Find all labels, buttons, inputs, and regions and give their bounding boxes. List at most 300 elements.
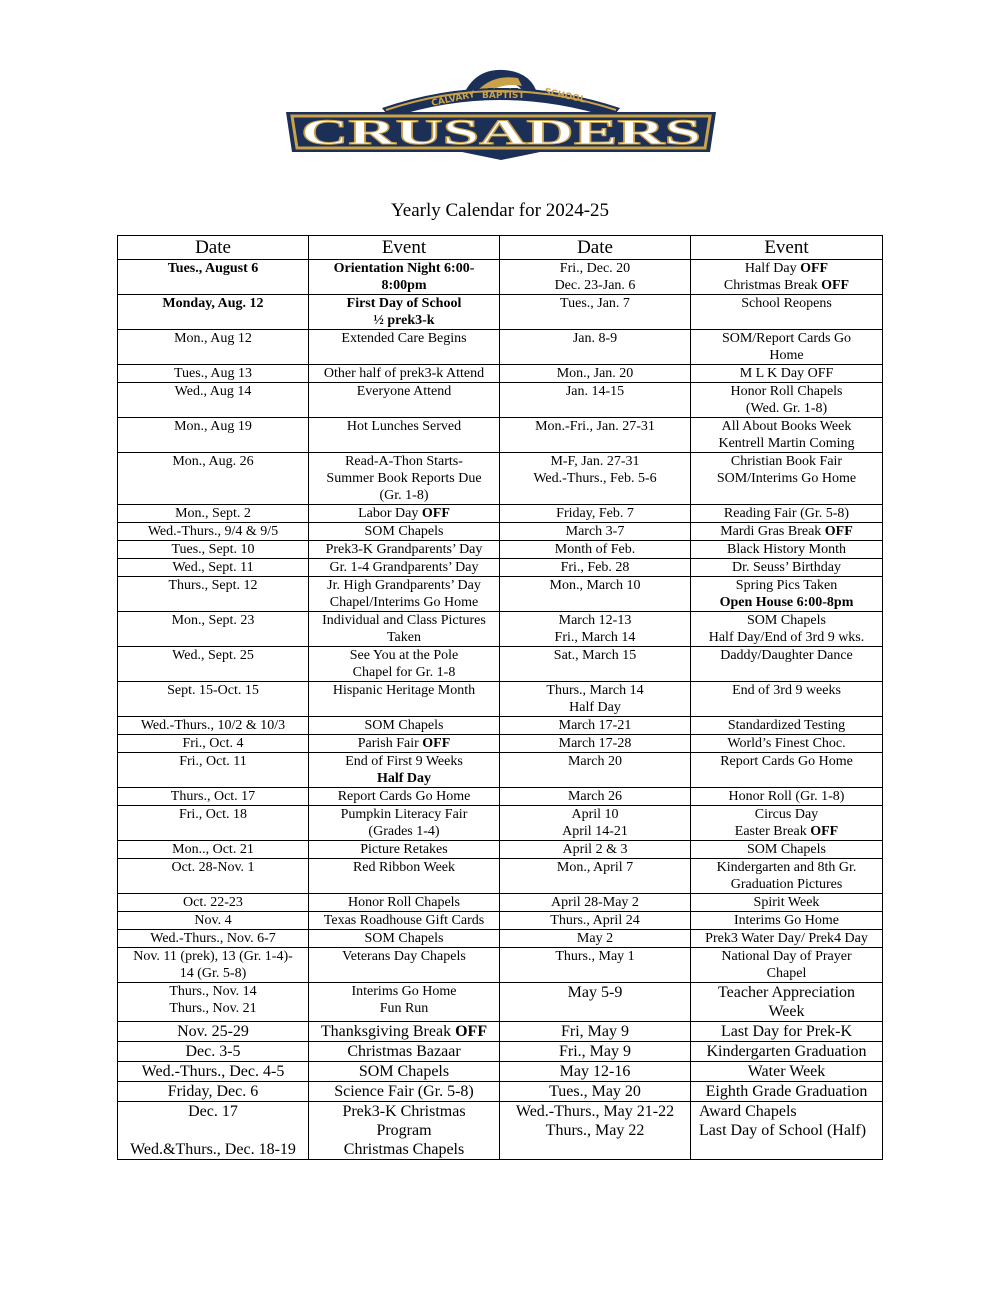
cell-line: 8:00pm <box>381 278 427 293</box>
cell-line: Mon., Sept. 23 <box>171 613 255 628</box>
table-row <box>118 365 883 383</box>
table-row <box>118 682 883 717</box>
cell-line: Tues., Jan. 7 <box>560 296 630 311</box>
event-cell <box>309 295 500 330</box>
cell-line: Jan. 14-15 <box>565 384 625 399</box>
cell-line: May 12-16 <box>559 1063 631 1080</box>
cell-line: March 12-13 <box>558 613 632 628</box>
cell-line: Fri., Dec. 20 <box>559 261 631 276</box>
table-row <box>118 717 883 735</box>
cell-line: Half Day OFF <box>744 261 829 276</box>
cell-line: May 5-9 <box>567 984 623 1001</box>
cell-line: Dec. 3-5 <box>185 1043 241 1060</box>
table-row <box>118 612 883 647</box>
cell-line: Nov. 11 (prek), 13 (Gr. 1-4)- <box>133 949 293 964</box>
date-cell <box>500 753 691 788</box>
cell-line: SOM Chapels <box>364 718 444 733</box>
event-cell <box>309 806 500 841</box>
cell-line: Science Fair (Gr. 5-8) <box>334 1083 474 1100</box>
cell-line: Dec. 23-Jan. 6 <box>554 278 636 293</box>
cell-line: Tues., Sept. 10 <box>171 542 255 557</box>
cell-line: SOM Chapels <box>358 1063 450 1080</box>
date-cell <box>118 260 309 295</box>
cell-line: April 10 <box>571 807 619 822</box>
date-cell <box>118 717 309 735</box>
cell-line: Wed., Aug 14 <box>174 384 252 399</box>
cell-line: Fri., Oct. 18 <box>178 807 248 822</box>
cell-line: Read-A-Thon Starts- <box>345 454 463 469</box>
cell-line: Christmas Bazaar <box>347 1043 461 1060</box>
cell-line: Thurs., May 1 <box>555 949 635 964</box>
cell-line: Thanksgiving Break OFF <box>320 1023 488 1040</box>
cell-line: Interims Go Home <box>734 913 839 928</box>
cell-line: Picture Retakes <box>360 842 448 857</box>
cell-line: (Grades 1-4) <box>368 824 440 839</box>
cell-line: Thurs., Nov. 21 <box>169 1001 257 1016</box>
table-row <box>118 260 883 295</box>
cell-line: Half Day <box>376 771 432 786</box>
date-cell <box>500 859 691 894</box>
cell-line: Week <box>768 1003 805 1020</box>
cell-line: Individual and Class Pictures <box>322 613 486 628</box>
date-cell <box>500 559 691 577</box>
cell-line: March 17-28 <box>558 736 632 751</box>
date-cell <box>118 983 309 1022</box>
table-row <box>118 418 883 453</box>
event-cell <box>309 930 500 948</box>
event-cell <box>309 894 500 912</box>
cell-line: Mardi Gras Break OFF <box>720 524 853 539</box>
date-cell <box>118 1102 309 1160</box>
column-header-event: Event <box>309 236 500 260</box>
cell-line: Kindergarten Graduation <box>706 1043 867 1060</box>
event-cell <box>691 894 883 912</box>
date-cell <box>118 1042 309 1062</box>
date-cell <box>500 1022 691 1042</box>
cell-line: April 14-21 <box>562 824 628 839</box>
date-cell <box>500 912 691 930</box>
cell-line: Parish Fair OFF <box>357 736 451 751</box>
cell-line: Oct. 28-Nov. 1 <box>171 860 255 875</box>
logo-word: CRUSADERS <box>301 112 701 152</box>
cell-line: Easter Break OFF <box>734 824 839 839</box>
date-cell <box>118 682 309 717</box>
cell-line: Award Chapels <box>699 1103 797 1120</box>
cell-line: Mon., March 10 <box>549 578 641 593</box>
event-cell <box>309 647 500 682</box>
cell-line: March 3-7 <box>565 524 625 539</box>
cell-line: Thurs., Nov. 14 <box>169 984 257 999</box>
event-cell <box>691 523 883 541</box>
table-row <box>118 753 883 788</box>
column-header-date: Date <box>118 236 309 260</box>
date-cell <box>118 383 309 418</box>
table-row <box>118 505 883 523</box>
date-cell <box>118 559 309 577</box>
event-cell <box>691 330 883 365</box>
date-cell <box>118 418 309 453</box>
cell-line: Fri., March 14 <box>554 630 636 645</box>
date-cell <box>500 948 691 983</box>
event-cell <box>691 841 883 859</box>
cell-line: Honor Roll Chapels <box>348 895 460 910</box>
cell-line: Standardized Testing <box>727 718 846 733</box>
date-cell <box>500 330 691 365</box>
event-cell <box>309 559 500 577</box>
cell-line: Report Cards Go Home <box>337 789 471 804</box>
cell-line: Fri, May 9 <box>561 1023 629 1040</box>
cell-line: Wed., Sept. 11 <box>172 560 254 575</box>
cell-line: National Day of Prayer <box>721 949 852 964</box>
cell-line: Chapel/Interims Go Home <box>329 595 479 610</box>
date-cell <box>500 1062 691 1082</box>
cell-line: Extended Care Begins <box>341 331 467 346</box>
page-title: Yearly Calendar for 2024-25 <box>390 200 610 221</box>
cell-line: Interims Go Home <box>351 984 457 999</box>
cell-line: Wed.-Thurs., Feb. 5-6 <box>533 471 657 486</box>
date-cell <box>500 1082 691 1102</box>
table-row <box>118 330 883 365</box>
cell-line: Fun Run <box>379 1001 429 1016</box>
cell-line: Water Week <box>747 1063 826 1080</box>
event-cell <box>691 577 883 612</box>
event-cell <box>691 983 883 1022</box>
date-cell <box>118 330 309 365</box>
cell-line: Half Day <box>569 700 621 715</box>
cell-line: Teacher Appreciation <box>717 984 856 1001</box>
cell-line: Mon., Aug 19 <box>174 419 252 434</box>
date-cell <box>118 930 309 948</box>
table-row <box>118 1082 883 1102</box>
event-cell <box>691 1022 883 1042</box>
cell-line: Fri., Oct. 11 <box>179 754 247 769</box>
cell-line: Sept. 15-Oct. 15 <box>167 683 259 698</box>
event-cell <box>691 1082 883 1102</box>
cell-line <box>119 1121 307 1140</box>
date-cell <box>118 612 309 647</box>
event-cell <box>691 612 883 647</box>
event-cell <box>691 788 883 806</box>
cell-line: Everyone Attend <box>356 384 452 399</box>
cell-line: Daddy/Daughter Dance <box>720 648 853 663</box>
cell-line: Eighth Grade Graduation <box>705 1083 868 1100</box>
cell-line: Jr. High Grandparents’ Day <box>327 578 481 593</box>
table-row <box>118 806 883 841</box>
event-cell <box>309 1062 500 1082</box>
cell-line: SOM Chapels <box>747 613 826 628</box>
date-cell <box>500 505 691 523</box>
cell-line: Thurs., Sept. 12 <box>168 578 258 593</box>
cell-line: Fri., May 9 <box>559 1043 631 1060</box>
cell-line: Wed.-Thurs., May 21-22 <box>515 1103 675 1120</box>
cell-line: Mon., Sept. 2 <box>175 506 251 521</box>
event-cell <box>309 505 500 523</box>
event-cell <box>309 418 500 453</box>
event-cell <box>691 930 883 948</box>
cell-line: Texas Roadhouse Gift Cards <box>323 913 485 928</box>
event-cell <box>691 735 883 753</box>
date-cell <box>500 365 691 383</box>
table-row <box>118 577 883 612</box>
date-cell <box>500 453 691 505</box>
date-cell <box>500 682 691 717</box>
table-row <box>118 523 883 541</box>
date-cell <box>118 806 309 841</box>
cell-line: Prek3-K Christmas <box>342 1103 466 1120</box>
table-row <box>118 1062 883 1082</box>
date-cell <box>500 983 691 1022</box>
column-header-event: Event <box>691 236 883 260</box>
date-cell <box>500 894 691 912</box>
table-row <box>118 1022 883 1042</box>
cell-line: M L K Day OFF <box>739 366 834 381</box>
date-cell <box>500 260 691 295</box>
cell-line: M-F, Jan. 27-31 <box>550 454 640 469</box>
cell-line: Christmas Chapels <box>343 1141 465 1158</box>
cell-line: Mon.., Oct. 21 <box>172 842 254 857</box>
date-cell <box>500 1042 691 1062</box>
date-cell <box>500 735 691 753</box>
cell-line: First Day of School <box>346 296 462 311</box>
event-cell <box>309 260 500 295</box>
date-cell <box>500 523 691 541</box>
cell-line: Honor Roll (Gr. 1-8) <box>728 789 845 804</box>
event-cell <box>309 1102 500 1160</box>
cell-line: Reading Fair (Gr. 5-8) <box>723 506 850 521</box>
date-cell <box>118 1062 309 1082</box>
cell-line: Jan. 8-9 <box>572 331 618 346</box>
table-row <box>118 930 883 948</box>
table-row <box>118 912 883 930</box>
date-cell <box>500 930 691 948</box>
cell-line: SOM/Report Cards Go <box>721 331 852 346</box>
cell-line: SOM/Interims Go Home <box>716 471 857 486</box>
event-cell <box>691 682 883 717</box>
cell-line: Taken <box>386 630 421 645</box>
cell-line: Dr. Seuss’ Birthday <box>731 560 841 575</box>
crusaders-logo <box>282 60 720 160</box>
cell-line: Wed., Sept. 25 <box>172 648 254 663</box>
event-cell <box>309 541 500 559</box>
cell-line: Mon., Aug 12 <box>174 331 252 346</box>
table-row <box>118 859 883 894</box>
table-row <box>118 841 883 859</box>
date-cell <box>118 365 309 383</box>
cell-line: Spirit Week <box>753 895 820 910</box>
cell-line: Prek3-K Grandparents’ Day <box>325 542 483 557</box>
cell-line: Open House 6:00-8pm <box>719 595 854 610</box>
date-cell <box>118 453 309 505</box>
event-cell <box>691 859 883 894</box>
event-cell <box>691 295 883 330</box>
cell-line: Oct. 22-23 <box>183 895 243 910</box>
date-cell <box>118 577 309 612</box>
event-cell <box>309 453 500 505</box>
event-cell <box>309 859 500 894</box>
date-cell <box>118 735 309 753</box>
column-header-date: Date <box>500 236 691 260</box>
cell-line: Nov. 25-29 <box>177 1023 249 1040</box>
cell-line: Program <box>376 1122 432 1139</box>
event-cell <box>309 912 500 930</box>
event-cell <box>691 806 883 841</box>
cell-line: Thurs., March 14 <box>546 683 644 698</box>
cell-line: Circus Day <box>754 807 819 822</box>
cell-line: Summer Book Reports Due <box>326 471 482 486</box>
date-cell <box>500 612 691 647</box>
event-cell <box>691 717 883 735</box>
table-row <box>118 383 883 418</box>
cell-line: Mon., Jan. 20 <box>556 366 634 381</box>
date-cell <box>118 788 309 806</box>
event-cell <box>691 753 883 788</box>
event-cell <box>691 365 883 383</box>
event-cell <box>309 983 500 1022</box>
cell-line: SOM Chapels <box>747 842 826 857</box>
table-row <box>118 541 883 559</box>
date-cell <box>500 806 691 841</box>
cell-line: ½ prek3-k <box>373 313 435 328</box>
cell-line: SOM Chapels <box>364 931 444 946</box>
event-cell <box>691 1062 883 1082</box>
cell-line: Thurs., Oct. 17 <box>170 789 256 804</box>
cell-line: All About Books Week <box>721 419 852 434</box>
event-cell <box>309 577 500 612</box>
cell-line: SOM Chapels <box>364 524 444 539</box>
cell-line: Black History Month <box>727 542 846 557</box>
event-cell <box>691 505 883 523</box>
cell-line: End of First 9 Weeks <box>345 754 463 769</box>
date-cell <box>500 418 691 453</box>
cell-line: Friday, Feb. 7 <box>556 506 634 521</box>
cell-line: Kindergarten and 8th Gr. <box>716 860 857 875</box>
table-row <box>118 788 883 806</box>
cell-line: (Gr. 1-8) <box>379 488 429 503</box>
svg-text:BAPTIST: BAPTIST <box>482 91 525 101</box>
table-row <box>118 453 883 505</box>
cell-line: Report Cards Go Home <box>720 754 853 769</box>
event-cell <box>691 1042 883 1062</box>
date-cell <box>500 647 691 682</box>
date-cell <box>500 717 691 735</box>
cell-line: Other half of prek3-k Attend <box>323 366 485 381</box>
cell-line: Last Day for Prek-K <box>720 1023 853 1040</box>
cell-line: Home <box>769 348 804 363</box>
event-cell <box>691 1102 883 1160</box>
cell-line: Last Day of School (Half) <box>699 1122 867 1139</box>
cell-line: Wed.-Thurs., Dec. 4-5 <box>141 1063 285 1080</box>
date-cell <box>500 788 691 806</box>
event-cell <box>309 523 500 541</box>
event-cell <box>691 418 883 453</box>
date-cell <box>118 541 309 559</box>
cell-line: Fri., Feb. 28 <box>560 560 630 575</box>
event-cell <box>309 735 500 753</box>
event-cell <box>309 1022 500 1042</box>
cell-line: Christian Book Fair <box>730 454 843 469</box>
cell-line: (Wed. Gr. 1-8) <box>745 401 828 416</box>
cell-line: Mon., Aug. 26 <box>172 454 254 469</box>
cell-line: Nov. 4 <box>194 913 232 928</box>
cell-line: Chapel <box>766 966 807 981</box>
cell-line: Friday, Dec. 6 <box>167 1083 259 1100</box>
table-row <box>118 735 883 753</box>
date-cell <box>118 859 309 894</box>
date-cell <box>118 523 309 541</box>
table-row <box>118 295 883 330</box>
date-cell <box>118 647 309 682</box>
cell-line: World’s Finest Choc. <box>727 736 846 751</box>
table-row <box>118 559 883 577</box>
cell-line: Veterans Day Chapels <box>342 949 466 964</box>
date-cell <box>118 912 309 930</box>
event-cell <box>691 647 883 682</box>
event-cell <box>691 260 883 295</box>
date-cell <box>118 894 309 912</box>
event-cell <box>309 365 500 383</box>
event-cell <box>309 948 500 983</box>
cell-line: Mon., April 7 <box>556 860 634 875</box>
table-row <box>118 983 883 1022</box>
date-cell <box>118 1022 309 1042</box>
cell-line: Kentrell Martin Coming <box>718 436 855 451</box>
event-cell <box>691 912 883 930</box>
date-cell <box>118 505 309 523</box>
cell-line: Hot Lunches Served <box>346 419 462 434</box>
event-cell <box>691 453 883 505</box>
header-row <box>118 236 883 260</box>
date-cell <box>500 577 691 612</box>
cell-line: 14 (Gr. 5-8) <box>179 966 247 981</box>
cell-line: March 26 <box>567 789 623 804</box>
cell-line: Orientation Night 6:00- <box>333 261 475 276</box>
event-cell <box>309 717 500 735</box>
cell-line: Wed.&Thurs., Dec. 18-19 <box>130 1141 296 1158</box>
cell-line: Sat., March 15 <box>553 648 637 663</box>
cell-line: End of 3rd 9 weeks <box>732 683 841 698</box>
cell-line: Chapel for Gr. 1-8 <box>352 665 456 680</box>
table-row <box>118 948 883 983</box>
cell-line: Wed.-Thurs., 9/4 & 9/5 <box>147 524 279 539</box>
table-row <box>118 1042 883 1062</box>
cell-line: Spring Pics Taken <box>735 578 838 593</box>
cell-line: Wed.-Thurs., 10/2 & 10/3 <box>140 718 286 733</box>
cell-line: Labor Day OFF <box>358 506 450 521</box>
date-cell <box>118 948 309 983</box>
cell-line: Tues., May 20 <box>549 1083 641 1100</box>
event-cell <box>691 559 883 577</box>
cell-line: April 28-May 2 <box>551 895 639 910</box>
date-cell <box>500 383 691 418</box>
event-cell <box>309 682 500 717</box>
cell-line: Honor Roll Chapels <box>730 384 843 399</box>
cell-line: Hispanic Heritage Month <box>332 683 476 698</box>
cell-line: Month of Feb. <box>554 542 636 557</box>
cell-line: Thurs., May 22 <box>545 1122 645 1139</box>
cell-line: Tues., August 6 <box>167 261 259 276</box>
cell-line: Pumpkin Literacy Fair <box>340 807 468 822</box>
cell-line: Wed.-Thurs., Nov. 6-7 <box>150 931 276 946</box>
event-cell <box>691 948 883 983</box>
svg-text:CALVARY: CALVARY <box>430 89 476 109</box>
date-cell <box>500 841 691 859</box>
cell-line: April 2 & 3 <box>562 842 628 857</box>
cell-line: Tues., Aug 13 <box>173 366 253 381</box>
event-cell <box>309 1042 500 1062</box>
date-cell <box>118 295 309 330</box>
table-row <box>118 1102 883 1160</box>
date-cell <box>118 753 309 788</box>
